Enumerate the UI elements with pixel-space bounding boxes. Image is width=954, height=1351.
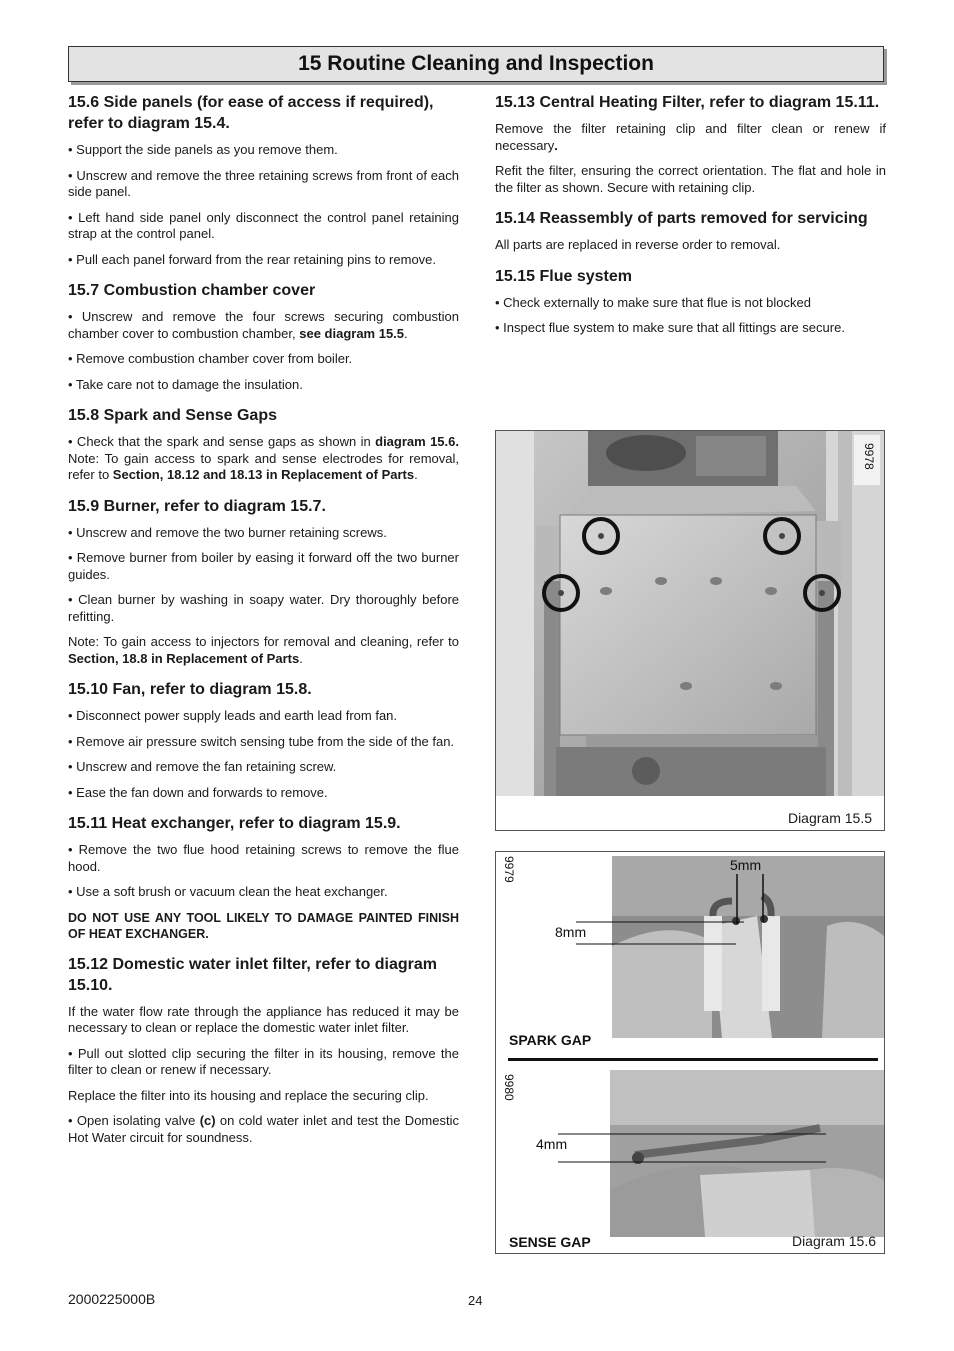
diagram-caption: Diagram 15.5 [787, 810, 872, 826]
paragraph: • Unscrew and remove the two burner retaining screws. [68, 524, 387, 540]
image-reference-number: 9980 [502, 1074, 516, 1101]
paragraph: • Left hand side panel only disconnect the control panel retaining strap at the control panel. [68, 209, 459, 241]
diagram-15-5 [495, 430, 885, 831]
measurement-label-5mm: 5mm [730, 857, 762, 873]
paragraph: • Remove combustion chamber cover from boiler. [68, 351, 353, 366]
diagram-caption: Diagram 15.6 [791, 1233, 876, 1249]
paragraph: If the water flow rate through the appliance has reduced it may be necessary to clean or replace the domestic water inlet filter. [68, 1003, 459, 1035]
paragraph: Note: To gain access to injectors for removal and cleaning, refer to Section, 18.8 in Replacement of Parts. [68, 634, 459, 666]
section-heading: 15.6 Side panels (for ease of access if required), refer to diagram 15.4. [68, 94, 434, 132]
section-15-14 [495, 208, 886, 254]
section-heading: 15.10 Fan, refer to diagram 15.8. [68, 681, 312, 698]
section-15-10 [68, 679, 459, 801]
diagram-15-6 [495, 851, 885, 1254]
sense-gap-title: SENSE GAP [509, 1234, 591, 1250]
right-column [495, 92, 886, 349]
measurement-label-4mm: 4mm [536, 1136, 568, 1152]
paragraph: • Check externally to make sure that flue is not blocked [495, 294, 811, 310]
paragraph: • Ease the fan down and forwards to remove. [68, 784, 328, 800]
document-code: 2000225000B [68, 1291, 156, 1307]
leader-lines [496, 852, 884, 1253]
spark-gap-title: SPARK GAP [509, 1032, 592, 1048]
paragraph: • Remove burner from boiler by easing it forward off the two burner guides. [68, 550, 459, 582]
paragraph: • Inspect flue system to make sure that all fittings are secure. [495, 320, 845, 335]
paragraph: Refit the filter, ensuring the correct orientation. The flat and hole in the filter as shown. Secure with retaining clip. [495, 163, 886, 195]
section-15-7 [68, 280, 459, 393]
section-heading: 15.13 Central Heating Filter, refer to diagram 15.11. [495, 94, 880, 111]
paragraph: Replace the filter into its housing and replace the securing clip. [68, 1087, 429, 1103]
paragraph: • Remove air pressure switch sensing tube from the side of the fan. [68, 733, 455, 749]
section-heading: 15.7 Combustion chamber cover [68, 282, 316, 299]
page-number: 24 [468, 1293, 483, 1308]
image-reference-number: 9978 [862, 443, 876, 470]
page-title-bar [68, 46, 884, 82]
paragraph: All parts are replaced in reverse order to removal. [495, 237, 781, 252]
section-15-9 [68, 496, 459, 668]
paragraph: • Support the side panels as you remove them. [68, 142, 338, 157]
section-15-8 [68, 405, 459, 484]
section-15-6 [68, 92, 459, 268]
combustion-chamber-photo [496, 431, 884, 796]
paragraph: Remove the filter retaining clip and filter clean or renew if necessary. [495, 121, 886, 153]
section-heading: 15.14 Reassembly of parts removed for servicing [495, 210, 868, 227]
section-15-13 [495, 92, 886, 196]
left-column [68, 92, 459, 1158]
paragraph: • Unscrew and remove the four screws securing combustion chamber cover to combustion chamber, see diagram 15.5. [68, 309, 459, 341]
paragraph: • Pull each panel forward from the rear retaining pins to remove. [68, 251, 437, 267]
section-heading: 15.8 Spark and Sense Gaps [68, 407, 277, 424]
paragraph: • Remove the two flue hood retaining screws to remove the flue hood. [68, 842, 459, 874]
section-heading: 15.11 Heat exchanger, refer to diagram 15.9. [68, 815, 401, 832]
paragraph: • Pull out slotted clip securing the filter in its housing, remove the filter to clean or renew if necessary. [68, 1045, 459, 1077]
section-15-15 [495, 266, 886, 337]
section-heading: 15.9 Burner, refer to diagram 15.7. [68, 497, 326, 515]
image-reference-number: 9979 [502, 856, 516, 883]
paragraph: • Disconnect power supply leads and earth lead from fan. [68, 708, 398, 723]
paragraph: • Unscrew and remove the fan retaining screw. [68, 759, 337, 774]
section-heading: 15.15 Flue system [495, 267, 632, 285]
paragraph: • Use a soft brush or vacuum clean the heat exchanger. [68, 884, 388, 899]
paragraph: • Open isolating valve (c) on cold water inlet and test the Domestic Hot Water circuit for soundness. [68, 1113, 459, 1145]
section-15-11 [68, 813, 459, 942]
measurement-label-8mm: 8mm [555, 924, 587, 940]
paragraph: • Unscrew and remove the three retaining screws from front of each side panel. [68, 167, 459, 199]
paragraph: • Clean burner by washing in soapy water. Dry thoroughly before refitting. [68, 592, 459, 624]
page-title: 15 Routine Cleaning and Inspection [298, 52, 654, 75]
section-heading: 15.12 Domestic water inlet filter, refer to diagram 15.10. [68, 955, 438, 994]
divider [508, 1058, 878, 1061]
section-15-12 [68, 954, 459, 1147]
paragraph: • Check that the spark and sense gaps as shown in diagram 15.6. Note: To gain access to spark and sense electrodes for removal, refer to Section, 18.12 and 18.13 in Replacement of Parts. [68, 434, 459, 482]
warning-text: DO NOT USE ANY TOOL LIKELY TO DAMAGE PAINTED FINISH OF HEAT EXCHANGER. [68, 910, 459, 941]
paragraph: • Take care not to damage the insulation. [68, 376, 303, 392]
